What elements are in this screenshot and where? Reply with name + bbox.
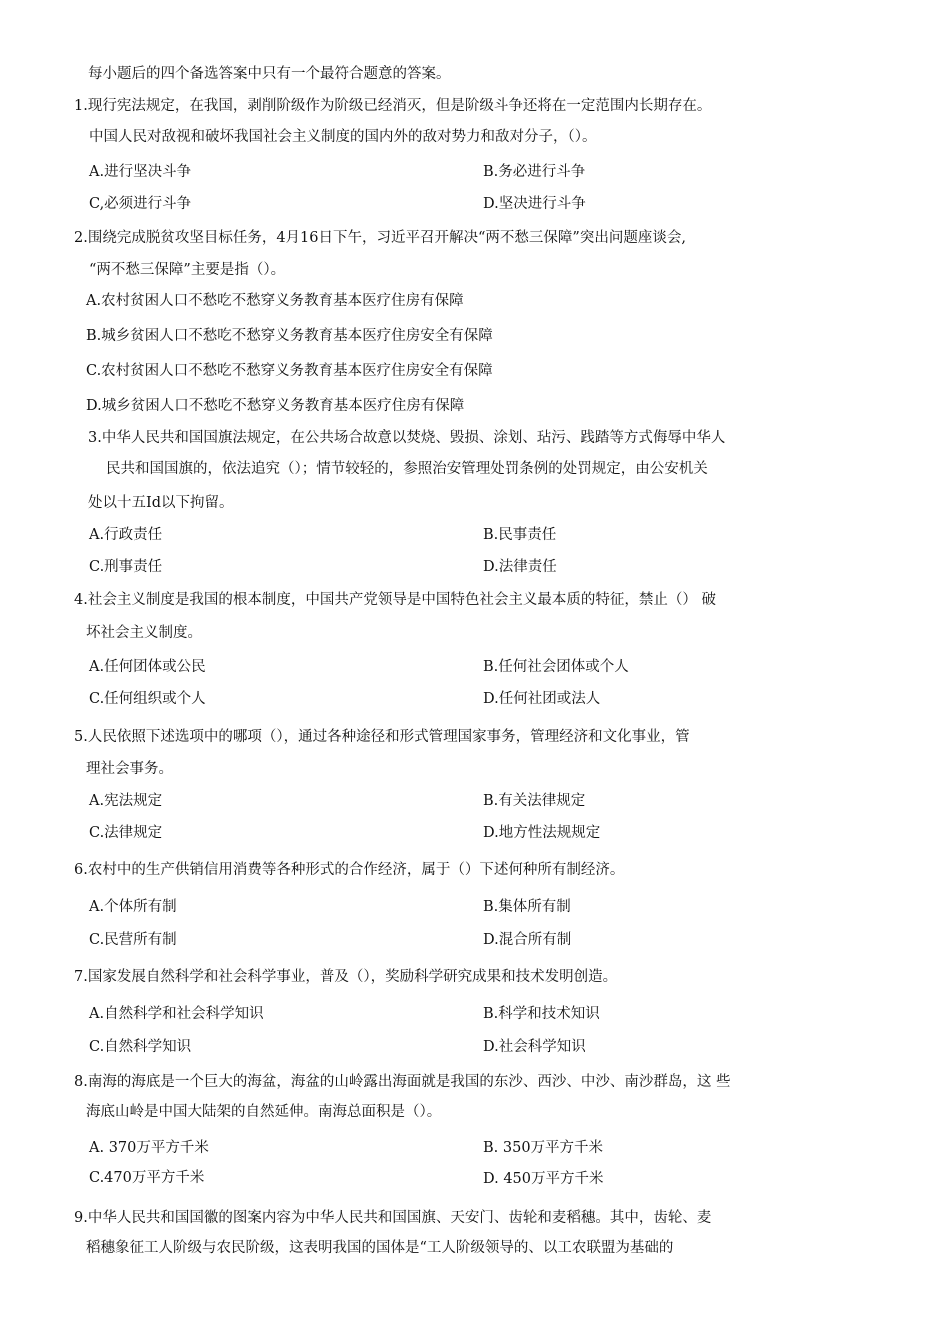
question-5-option-b: B.有关法律规定: [483, 793, 586, 809]
question-8-option-c: C.470万平方千米: [89, 1170, 205, 1186]
question-4-option-b: B.任何社会团体或个人: [483, 659, 629, 675]
question-5-option-a: A.宪法规定: [89, 793, 163, 809]
question-3-line-1: 3.中华人民共和国国旗法规定，在公共场合故意以焚烧、毁损、涂划、玷污、践踏等方式侮辱中华人: [88, 430, 726, 446]
question-7-option-d: D.社会科学知识: [483, 1039, 586, 1055]
question-2-option-c: C.农村贫困人口不愁吃不愁穿义务教育基本医疗住房安全有保障: [86, 363, 493, 379]
question-5-option-c: C.法律规定: [89, 825, 163, 841]
question-3-option-b: B.民事责任: [483, 527, 557, 543]
question-4-line-1: 4.社会主义制度是我国的根本制度，中国共产党领导是中国特色社会主义最本质的特征，禁止（） 破: [74, 592, 716, 608]
question-8-line-1: 8.南海的海底是一个巨大的海盆，海盆的山岭露出海面就是我国的东沙、西沙、中沙、南沙群岛，这 些: [74, 1074, 731, 1090]
question-1-option-b: B.务必进行斗争: [483, 164, 586, 180]
question-1-line-2: 中国人民对敌视和破坏我国社会主义制度的国内外的敌对势力和敌对分子，（）。: [89, 129, 597, 145]
question-2-line-1: 2.围绕完成脱贫攻坚目标任务，4月16日下午，习近平召开解决“两不愁三保障”突出问题座谈会,: [74, 230, 686, 246]
question-7-option-a: A.自然科学和社会科学知识: [89, 1006, 264, 1022]
question-3-option-c: C.刑事责任: [89, 559, 163, 575]
question-6-line-1: 6.农村中的生产供销信用消费等各种形式的合作经济，属于（）下述何种所有制经济。: [74, 862, 625, 878]
question-2-option-a: A.农村贫困人口不愁吃不愁穿义务教育基本医疗住房有保障: [86, 293, 464, 309]
question-7-option-b: B.科学和技术知识: [483, 1006, 600, 1022]
question-6-option-b: B.集体所有制: [483, 899, 571, 915]
question-1-line-1: 1.现行宪法规定，在我国，剥削阶级作为阶级已经消灭，但是阶级斗争还将在一定范围内长期存在。: [74, 98, 712, 114]
question-5-line-1: 5.人民依照下述选项中的哪项（），通过各种途径和形式管理国家事务，管理经济和文化事业，管: [74, 729, 690, 745]
question-3-option-d: D.法律责任: [483, 559, 557, 575]
question-8-option-d: D. 450万平方千米: [483, 1171, 604, 1187]
question-1-option-d: D.坚决进行斗争: [483, 196, 586, 212]
question-2-option-d: D.城乡贫困人口不愁吃不愁穿义务教育基本医疗住房有保障: [86, 398, 465, 414]
question-1-option-c: C,必须进行斗争: [89, 196, 192, 212]
question-4-line-2: 坏社会主义制度。: [86, 625, 202, 641]
question-4-option-a: A.任何团体或公民: [89, 659, 206, 675]
question-2-line-2: “两不愁三保障”主要是指（）。: [89, 262, 286, 278]
question-6-option-a: A.个体所有制: [89, 899, 177, 915]
question-6-option-d: D.混合所有制: [483, 932, 572, 948]
question-9-line-2: 稻穗象征工人阶级与农民阶级，这表明我国的国体是“工人阶级领导的、以工农联盟为基础的: [86, 1240, 674, 1256]
question-4-option-c: C.任何组织或个人: [89, 691, 206, 707]
question-5-line-2: 理社会事务。: [86, 761, 173, 777]
question-4-option-d: D.任何社团或法人: [483, 691, 601, 707]
question-8-line-2: 海底山岭是中国大陆架的自然延伸。南海总面积是（）。: [86, 1104, 442, 1120]
question-1-option-a: A.进行坚决斗争: [89, 164, 192, 180]
question-9-line-1: 9.中华人民共和国国徽的图案内容为中华人民共和国国旗、天安门、齿轮和麦稻穗。其中，齿轮、麦: [74, 1210, 712, 1226]
question-8-option-a: A. 370万平方千米: [89, 1140, 209, 1156]
question-2-option-b: B.城乡贫困人口不愁吃不愁穿义务教育基本医疗住房安全有保障: [86, 328, 493, 344]
question-5-option-d: D.地方性法规规定: [483, 825, 601, 841]
question-3-option-a: A.行政责任: [89, 527, 163, 543]
question-6-option-c: C.民营所有制: [89, 932, 177, 948]
question-7-option-c: C.自然科学知识: [89, 1039, 192, 1055]
question-7-line-1: 7.国家发展自然科学和社会科学事业，普及（），奖励科学研究成果和技术发明创造。: [74, 969, 618, 985]
question-3-line-2: 民共和国国旗的，依法追究（）；情节较轻的，参照治安管理处罚条例的处罚规定，由公安机关: [106, 461, 708, 477]
question-3-line-3: 处以十五Id以下拘留。: [88, 495, 234, 511]
question-8-option-b: B. 350万平方千米: [483, 1140, 604, 1156]
intro-text: 每小题后的四个备选答案中只有一个最符合题意的答案。: [88, 66, 451, 82]
